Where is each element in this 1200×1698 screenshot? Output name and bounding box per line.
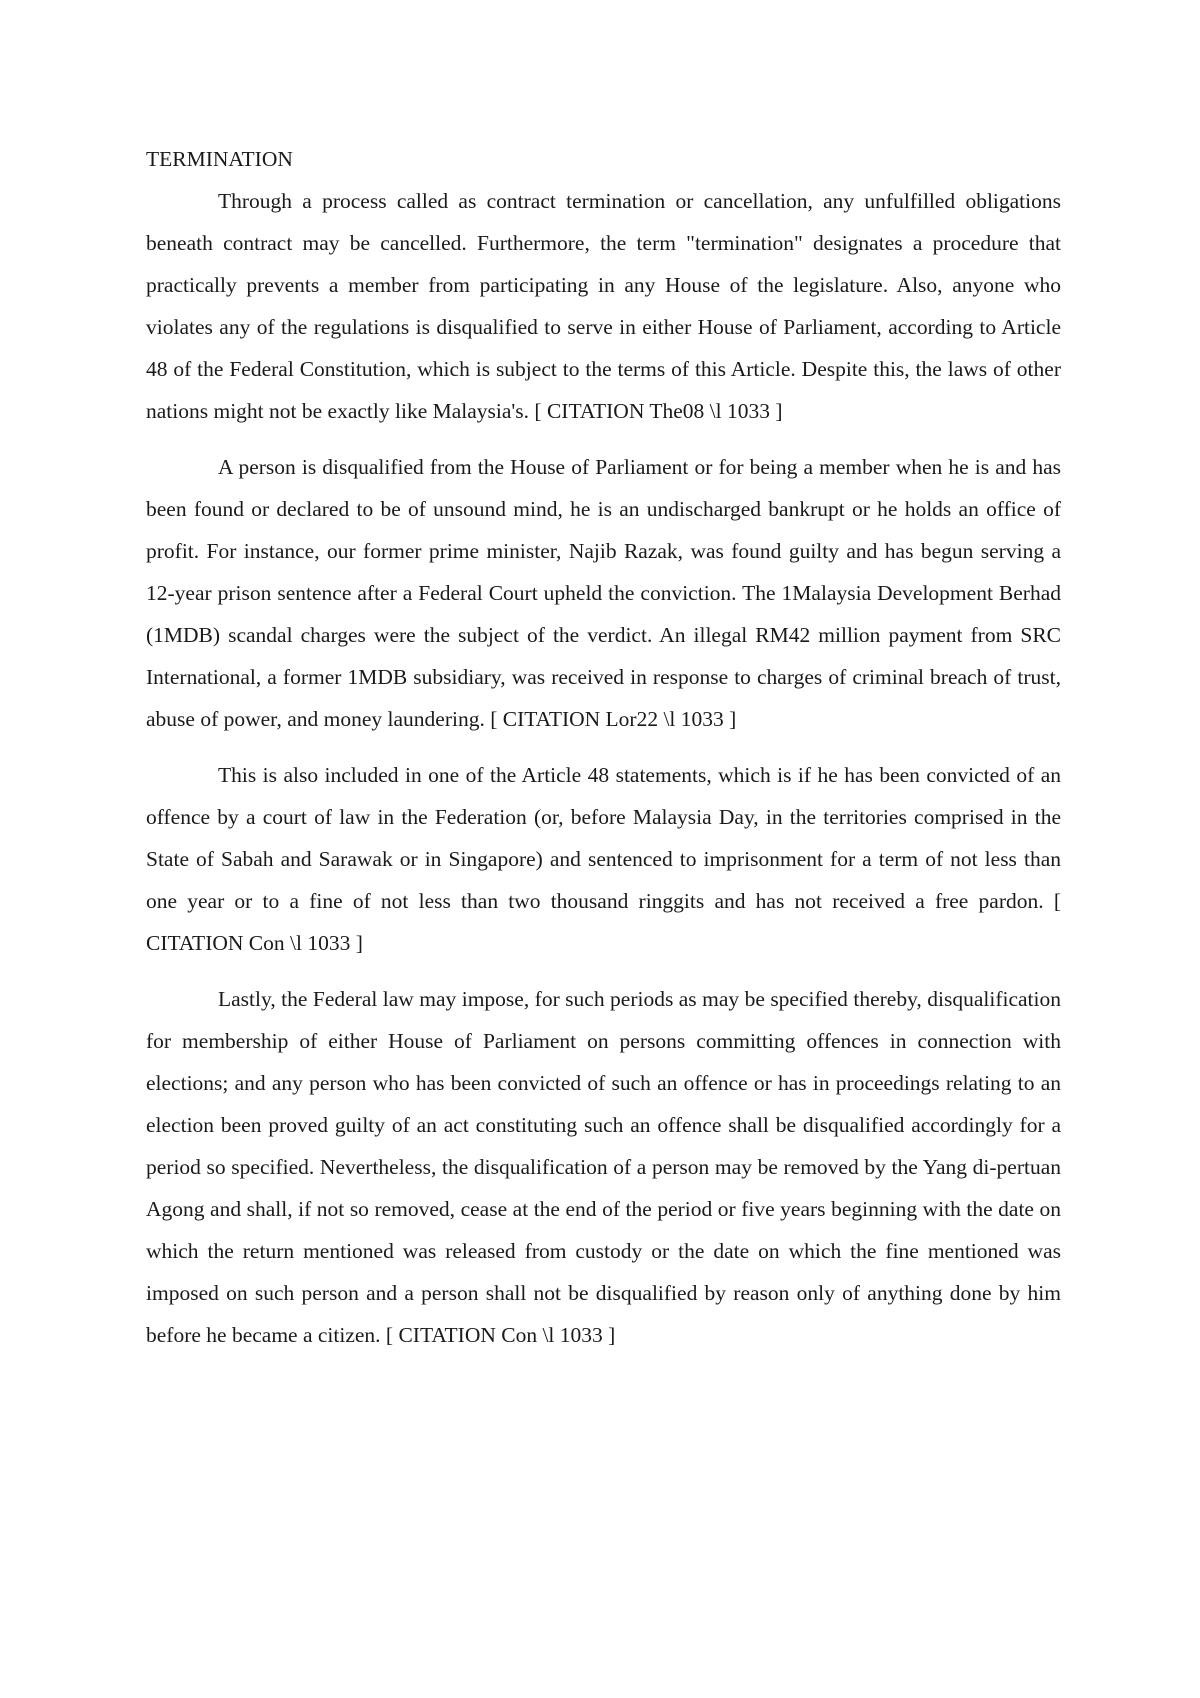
paragraph-contract-termination: Through a process called as contract termination or cancellation, any unfulfilled obligations beneath contract may be cancelled. Furthermore, the term "termination" designates a procedure that practically prevents a member from participating in any House of the legislature. Also, anyone who violates any of the regulations is disqualified to serve in either House of Parliament, according to Article 48 of the Federal Constitution, which is subject to the terms of this Article. Despite this, the laws of other nations might not be exactly like Malaysia's. [ CITATION The08 \l 1033 ]: [146, 189, 1061, 423]
paragraph-federal-law-elections: Lastly, the Federal law may impose, for such periods as may be specified thereby, disqualification for membership of either House of Parliament on persons committing offences in connection with elections; and any person who has been convicted of such an offence or has in proceedings relating to an election been proved guilty of an act constituting such an offence shall be disqualified accordingly for a period so specified. Nevertheless, the disqualification of a person may be removed by the Yang di-pertuan Agong and shall, if not so removed, cease at the end of the period or five years beginning with the date on which the return mentioned was released from custody or the date on which the fine mentioned was imposed on such person and a person shall not be disqualified by reason only of anything done by him before he became a citizen. [ CITATION Con \l 1033 ]: [146, 987, 1061, 1347]
section-heading: TERMINATION: [146, 147, 293, 171]
paragraph-article-48-conviction: This is also included in one of the Article 48 statements, which is if he has been convicted of an offence by a court of law in the Federation (or, before Malaysia Day, in the territories comprised in the State of Sabah and Sarawak or in Singapore) and sentenced to imprisonment for a term of not less than one year or to a fine of not less than two thousand ringgits and has not received a free pardon. [ CITATION Con \l 1033 ]: [146, 763, 1061, 955]
document-body: [146, 142, 1061, 1370]
paragraph-disqualification-grounds: A person is disqualified from the House of Parliament or for being a member when he is and has been found or declared to be of unsound mind, he is an undischarged bankrupt or he holds an office of profit. For instance, our former prime minister, Najib Razak, was found guilty and has begun serving a 12-year prison sentence after a Federal Court upheld the conviction. The 1Malaysia Development Berhad (1MDB) scandal charges were the subject of the verdict. An illegal RM42 million payment from SRC International, a former 1MDB subsidiary, was received in response to charges of criminal breach of trust, abuse of power, and money laundering. [ CITATION Lor22 \l 1033 ]: [146, 455, 1061, 731]
